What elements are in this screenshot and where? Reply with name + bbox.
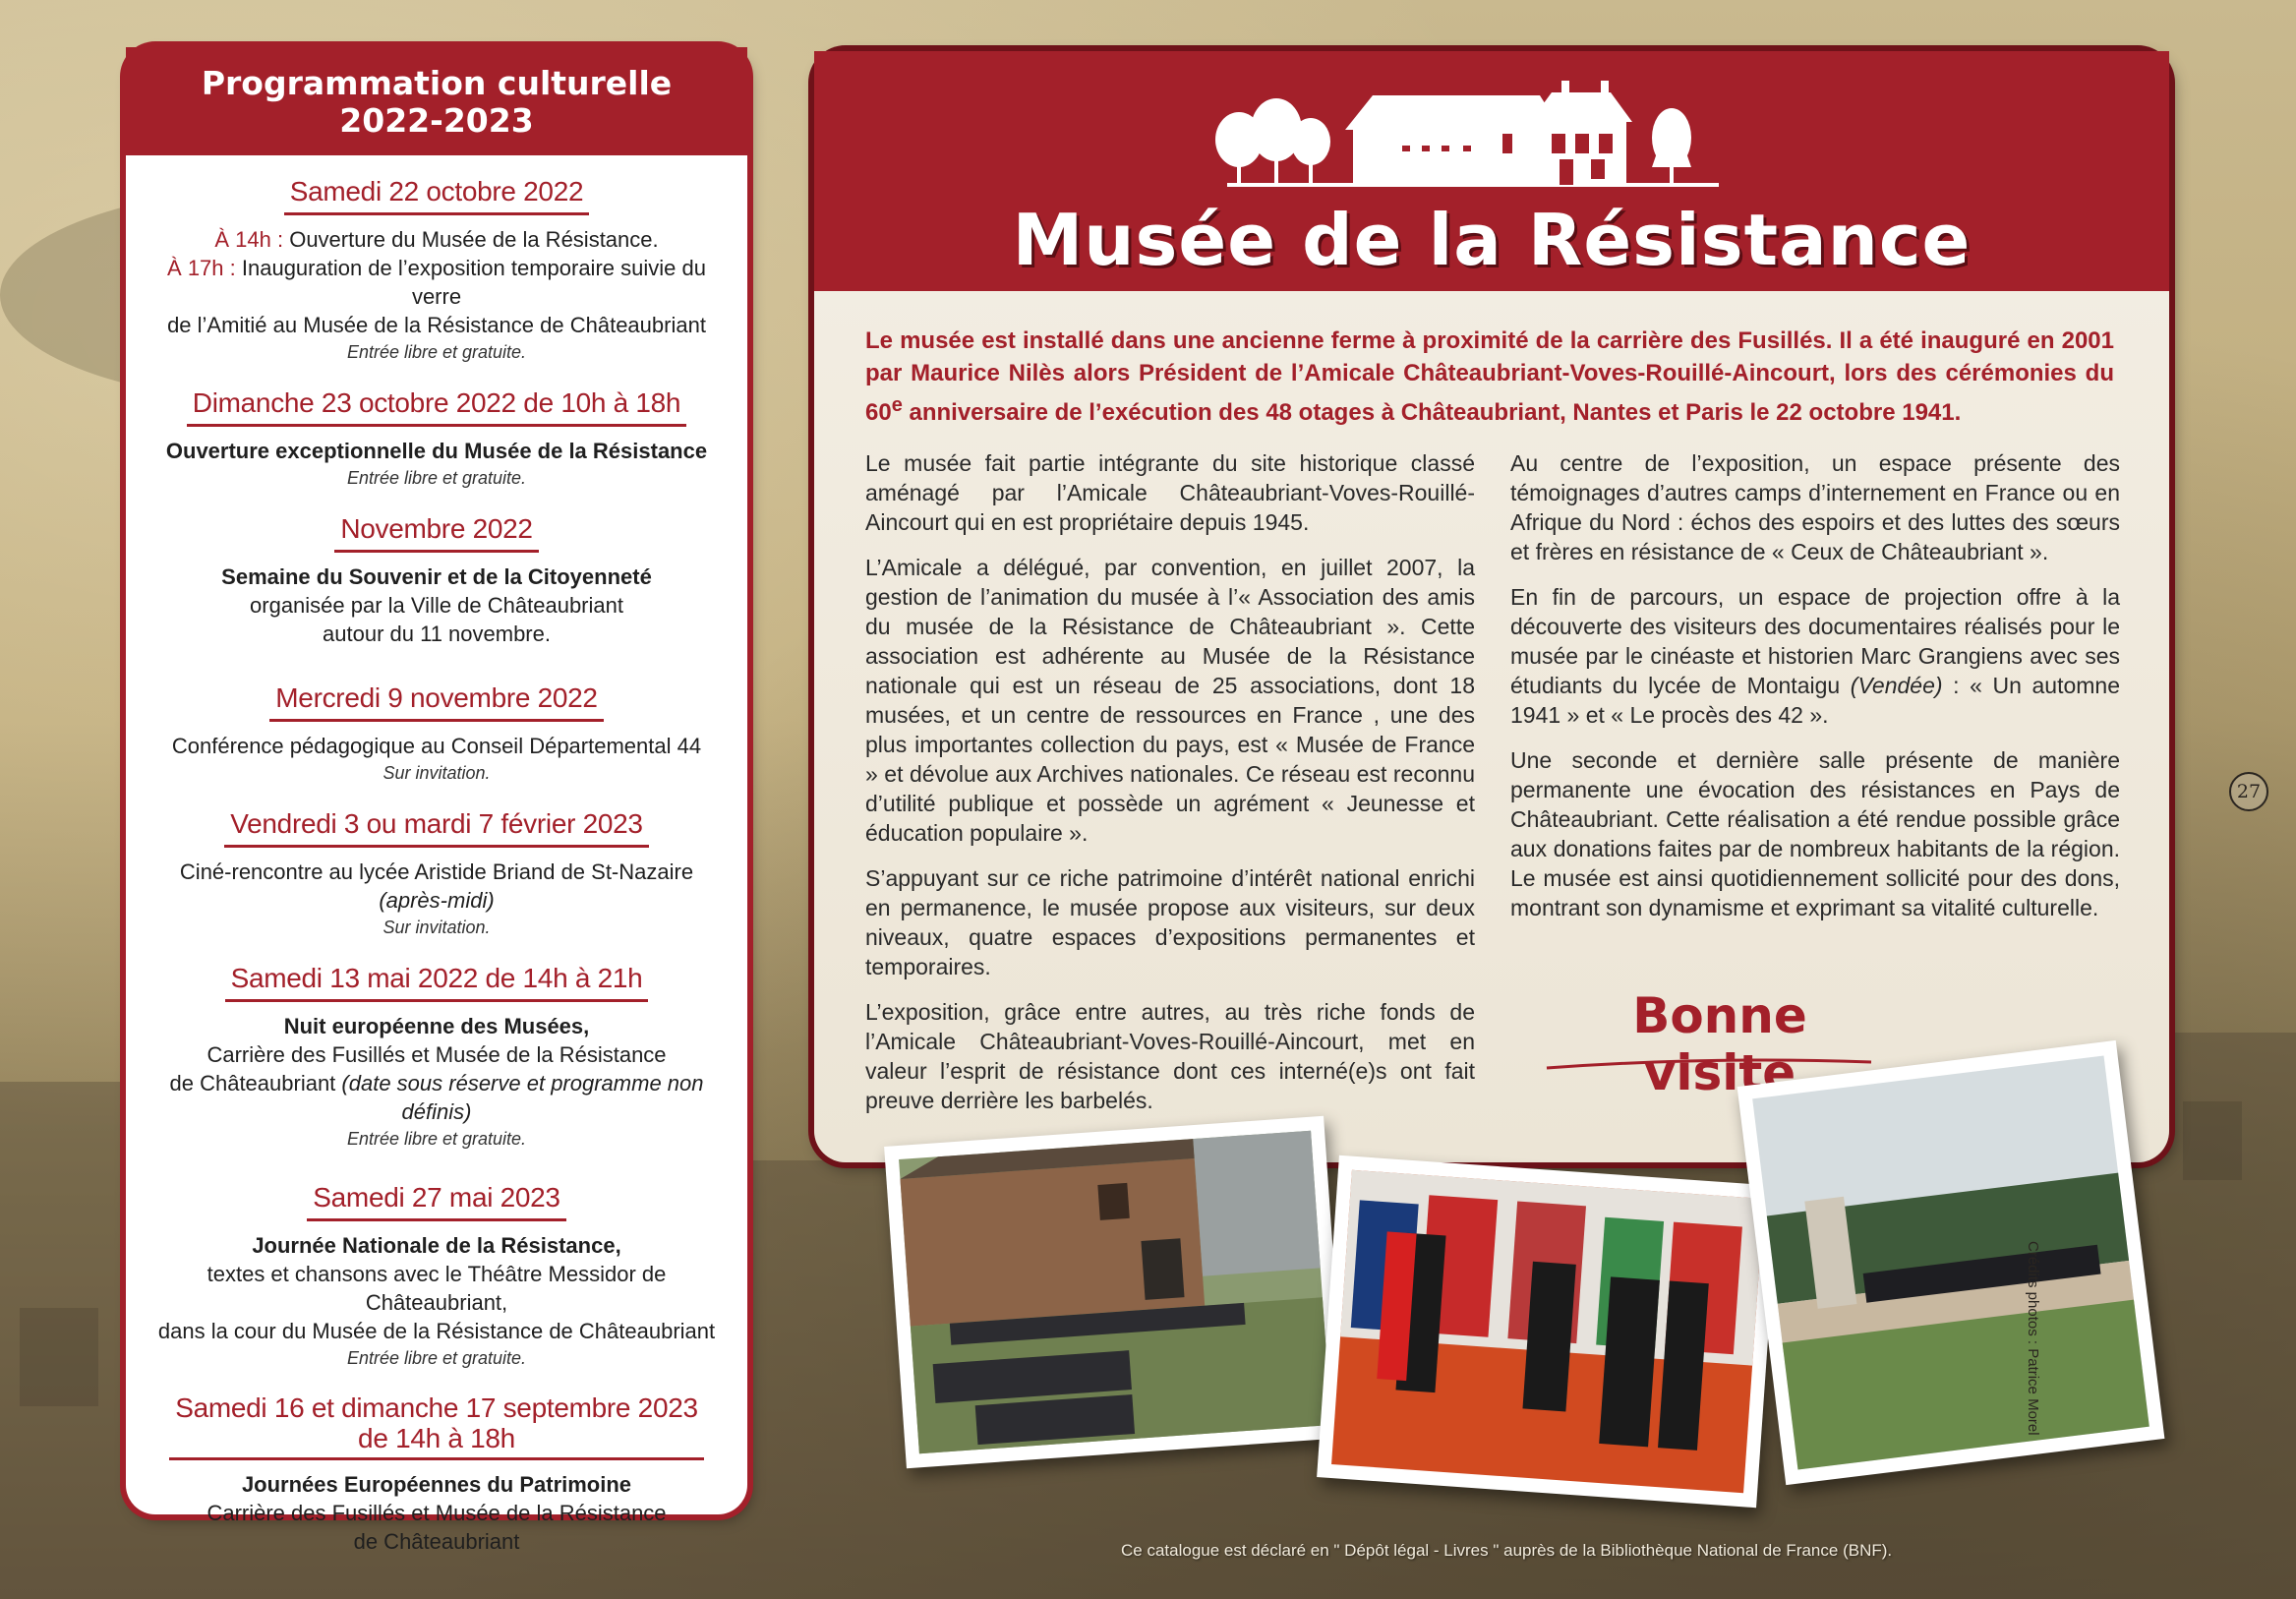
programme-list xyxy=(126,155,747,1556)
event-line: Inauguration de l’exposition temporaire suivie du verre xyxy=(241,256,706,309)
event-line: Semaine du Souvenir et de la Citoyenneté xyxy=(221,564,652,589)
programme-panel xyxy=(126,47,747,1554)
event-line: Conférence pédagogique au Conseil Départemental 44 xyxy=(171,734,702,758)
event-line: Journée Nationale de la Résistance, xyxy=(252,1233,621,1258)
event-item xyxy=(146,954,728,1152)
event-line: de l’Amitié au Musée de la Résistance de Châteaubriant xyxy=(167,313,706,337)
event-item xyxy=(146,504,728,648)
legal-footer: Ce catalogue est déclaré en " Dépôt légal - Livres " auprès de la Bibliothèque National de France (BNF). xyxy=(1121,1541,1893,1560)
event-item xyxy=(146,1385,728,1556)
event-note: Entrée libre et gratuite. xyxy=(346,468,527,488)
event-line: Ciné-rencontre au lycée Aristide Briand de St-Nazaire xyxy=(179,859,694,884)
event-title: Dimanche 23 octobre 2022 de 10h à 18h xyxy=(187,386,686,427)
event-note: Entrée libre et gratuite. xyxy=(346,1348,527,1368)
paragraph: Le musée fait partie intégrante du site historique classé aménagé par l’Amicale Châteaubriant-Voves-Rouillé-Aincourt qui en est propriétaire depuis 1945. xyxy=(865,450,1475,535)
paragraph: L’Amicale a délégué, par convention, en juillet 2007, la gestion de l’animation du musée à l’« Association des amis du musée de la Résistance de Châteaubriant ». Cette association est adhérente au Musée de la Résistance nationale qui est un réseau de 25 associations, dont 18 musées, et un centre de ressources en France , une des plus importantes collection du pays, est « Musée de France » et dévolue aux Archives nationales. Ce réseau est reconnu d’utilité publique et possède un agrément « Jeunesse et éducation populaire ». xyxy=(865,555,1475,846)
event-line: Journées Européennes du Patrimoine xyxy=(241,1472,632,1497)
event-title: Mercredi 9 novembre 2022 xyxy=(269,681,603,722)
event-title: Samedi 27 mai 2023 xyxy=(307,1181,565,1221)
paragraph-text: En fin de parcours, un espace de projection offre à la découverte des visiteurs des documentaires réalisés pour le musée par le cinéaste et historien Marc Grangiens avec ses étudiants du lycée de Montaigu xyxy=(1510,584,2120,698)
event-note: Sur invitation. xyxy=(383,918,491,937)
event-line: Carrière des Fusillés et Musée de la Résistance xyxy=(206,1501,667,1525)
paragraph: L’exposition, grâce entre autres, au très riche fonds de l’Amicale Châteaubriant-Voves-Rouillé-Aincourt, met en valeur l’esprit de résistance dont ces interné(e)s ont fait preuve derrière les barbelés. xyxy=(865,999,1475,1113)
text-column-left xyxy=(865,448,1475,1131)
event-item xyxy=(146,674,728,786)
event-item xyxy=(146,379,728,491)
event-time: À 14h : xyxy=(214,227,284,252)
event-item xyxy=(146,800,728,940)
event-title xyxy=(169,1392,704,1460)
event-time: À 17h : xyxy=(167,256,236,280)
event-title: Novembre 2022 xyxy=(334,512,538,553)
event-line-italic: (date sous réserve et programme non définis) xyxy=(341,1071,704,1124)
paragraph-text: : « Un automne 1941 » et « Le procès des 42 ». xyxy=(1510,673,2120,728)
intro-text: Le musée est installé dans une ancienne ferme à proximité de la carrière des Fusillés. Il a été inauguré en 2001 par Maurice Nilès alors Président de l’Amicale Châteaubriant-Voves-Rouillé-Aincourt, lors des cérémonies du 60 xyxy=(865,327,2114,426)
paragraph: Au centre de l’exposition, un espace présente des témoignages d’autres camps d’internement en France ou en Afrique du Nord : échos des espoirs et des luttes des sœurs et frères en résistance de « Ceux de Châteaubriant ». xyxy=(1510,450,2120,564)
photo-credit: Crédits photos : Patrice Morel xyxy=(2025,1241,2041,1436)
event-line: Nuit européenne des Musées, xyxy=(283,1014,590,1038)
event-line: dans la cour du Musée de la Résistance de Châteaubriant xyxy=(157,1319,716,1343)
event-title-line: de 14h à 18h xyxy=(358,1423,515,1453)
event-line: organisée par la Ville de Châteaubriant xyxy=(250,593,623,618)
museum-header xyxy=(814,51,2169,291)
event-line: Ouverture du Musée de la Résistance. xyxy=(289,227,659,252)
event-title-line: Samedi 16 et dimanche 17 septembre 2023 xyxy=(175,1392,698,1423)
event-line: autour du 11 novembre. xyxy=(323,622,551,646)
paragraph: S’appuyant sur ce riche patrimoine d’intérêt national enrichi en permanence, le musée propose aux visiteurs, sur deux niveaux, quatre espaces d’expositions permanentes et temporaires. xyxy=(865,865,1475,979)
photo-exhibition xyxy=(1317,1155,1779,1508)
intro-superscript: e xyxy=(891,394,903,416)
event-title: Samedi 13 mai 2022 de 14h à 21h xyxy=(225,962,649,1002)
event-note: Sur invitation. xyxy=(383,763,491,783)
photo-memorial xyxy=(1737,1040,2165,1485)
event-title: Samedi 22 octobre 2022 xyxy=(284,175,590,215)
event-line: Carrière des Fusillés et Musée de la Résistance xyxy=(206,1042,667,1067)
event-item xyxy=(146,167,728,365)
paragraph: Une seconde et dernière salle présente de manière permanente une évocation des résistances en Pays de Châteaubriant. Cette réalisation a été rendue possible grâce aux donations faites par de nombreux habitants de la région. Le musée est ainsi quotidiennement sollicité pour des dons, montrant son dynamisme et exprimant sa vitalité culturelle. xyxy=(1510,747,2120,920)
programme-years: 2022-2023 xyxy=(339,101,534,140)
museum-panel xyxy=(814,51,2169,1162)
event-line: de Châteaubriant xyxy=(169,1071,336,1096)
paragraph-italic: (Vendée) xyxy=(1850,673,1943,698)
programme-header xyxy=(126,47,747,155)
page-number: 27 xyxy=(2229,772,2268,811)
photo-museum-exterior xyxy=(884,1116,1346,1468)
closing-underline xyxy=(1542,1054,1876,1074)
text-column-right xyxy=(1510,448,2120,938)
event-title: Vendredi 3 ou mardi 7 février 2023 xyxy=(224,807,648,848)
programme-title: Programmation culturelle xyxy=(201,64,673,102)
intro-text: anniversaire de l’exécution des 48 otages à Châteaubriant, Nantes et Paris le 22 octobre 1941. xyxy=(902,399,1962,426)
event-line: textes et chansons avec le Théâtre Messidor de Châteaubriant, xyxy=(206,1262,667,1315)
farmhouse-illustration xyxy=(814,51,2169,199)
event-line: Ouverture exceptionnelle du Musée de la Résistance xyxy=(165,439,708,463)
event-note: Entrée libre et gratuite. xyxy=(346,342,527,362)
museum-title: Musée de la Résistance xyxy=(1012,199,1972,281)
event-line: de Châteaubriant xyxy=(353,1529,520,1554)
event-line-italic: (après-midi) xyxy=(379,888,495,913)
paragraph xyxy=(1510,582,2120,730)
event-item xyxy=(146,1173,728,1371)
museum-intro xyxy=(865,325,2114,429)
event-note: Entrée libre et gratuite. xyxy=(346,1129,527,1149)
closing-greeting: Bonne visite xyxy=(1632,987,1807,1101)
